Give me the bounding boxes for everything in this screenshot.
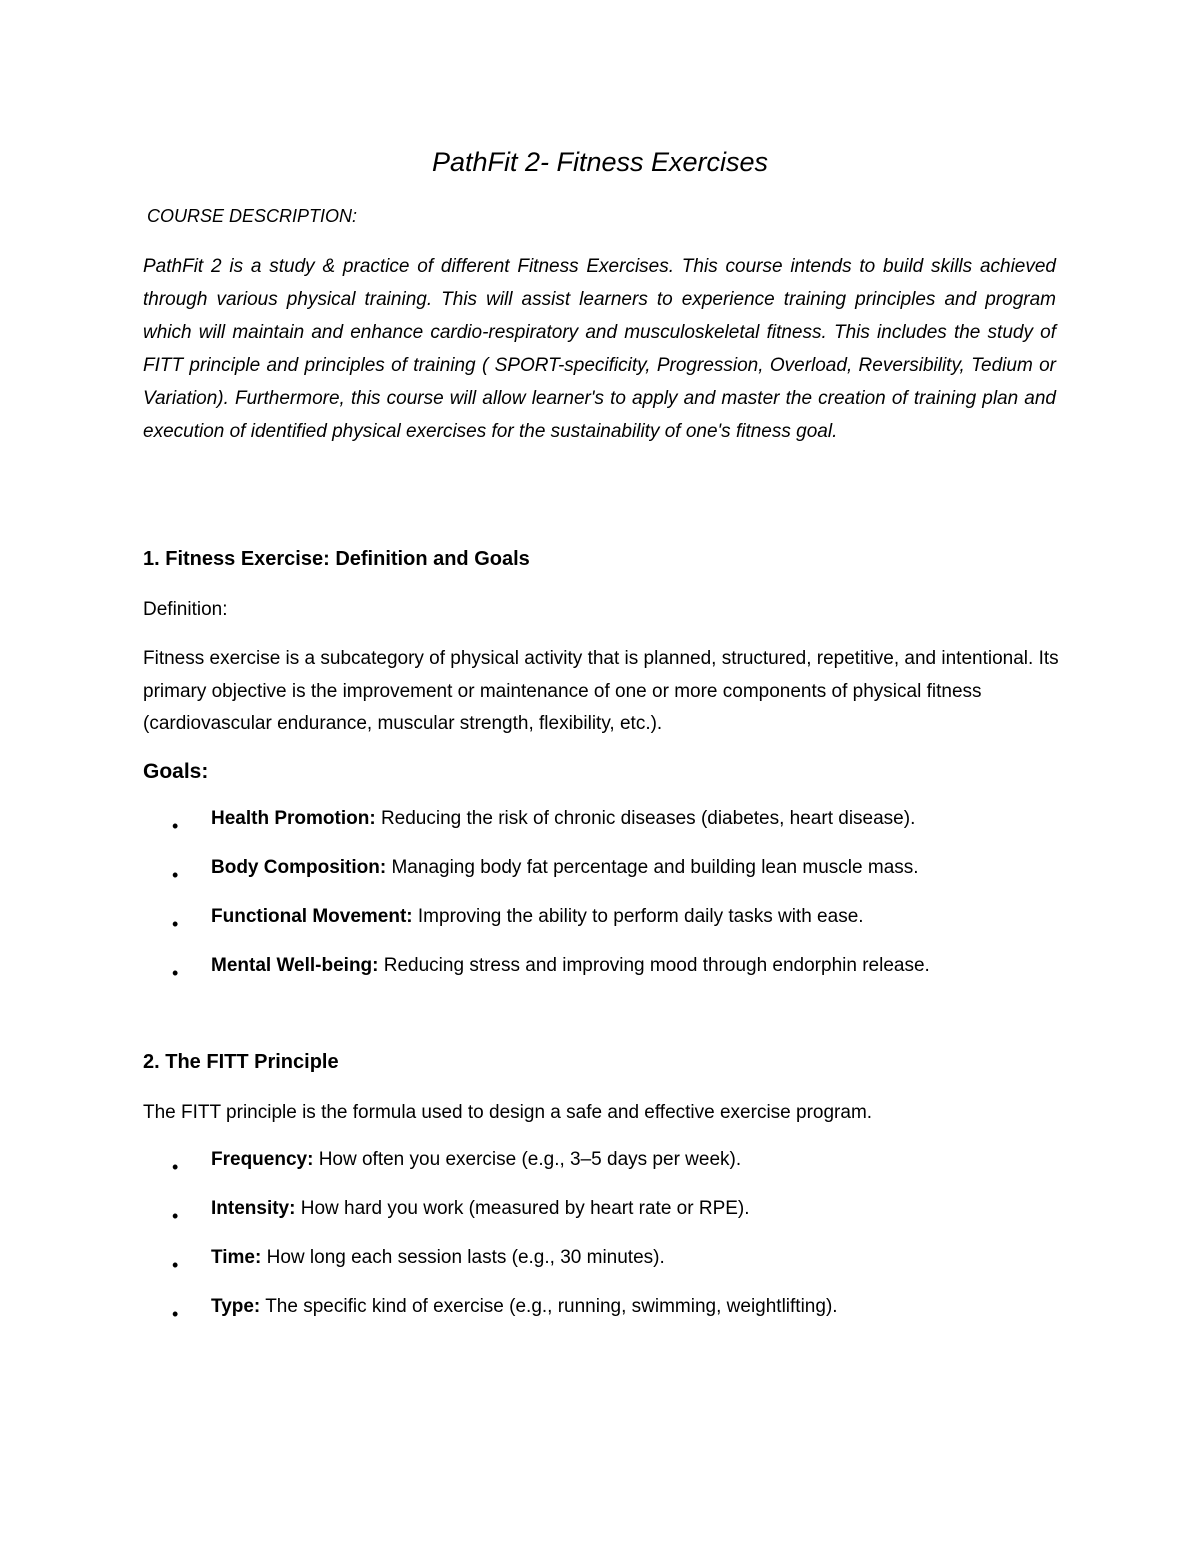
- section-heading-definition-goals: 1. Fitness Exercise: Definition and Goals: [143, 548, 530, 570]
- goal-description: Reducing stress and improving mood through endorphin release.: [378, 955, 930, 976]
- goal-term: Mental Well-being:: [211, 955, 379, 976]
- fitt-text: [211, 1145, 741, 1175]
- goal-description: Reducing the risk of chronic diseases (diabetes, heart disease).: [375, 808, 916, 829]
- goal-description: Improving the ability to perform daily tasks with ease.: [412, 906, 864, 927]
- bullet-icon: •: [172, 963, 179, 983]
- definition-label: Definition:: [143, 599, 228, 620]
- bullet-icon: •: [172, 1304, 179, 1324]
- fitt-term: Time:: [211, 1247, 262, 1268]
- goal-item: [0, 804, 1200, 853]
- bullet-icon: •: [172, 1255, 179, 1275]
- goal-item: [0, 902, 1200, 951]
- fitt-list: [0, 1145, 1200, 1341]
- course-description-text: PathFit 2 is a study & practice of different Fitness Exercises. This course intends to build skills achieved through various physical training. This will assist learners to experience training principles and program which will maintain and enhance cardio-respiratory and musculoskeletal fitness. This includes the study of FITT principle and principles of training ( SPORT-specificity, Progression, Overload, Reversibility, Tedium or Variation). Furthermore, this course will allow learner's to apply and master the creation of training plan and execution of identified physical exercises for the sustainability of one's fitness goal.: [143, 256, 1056, 442]
- fitt-intro-text: The FITT principle is the formula used to design a safe and effective exercise program.: [143, 1102, 873, 1123]
- bullet-icon: •: [172, 1157, 179, 1177]
- goal-term: Functional Movement:: [211, 906, 413, 927]
- section-heading-fitt-principle: 2. The FITT Principle: [143, 1051, 339, 1073]
- fitt-item: [0, 1145, 1200, 1194]
- fitt-description: How long each session lasts (e.g., 30 minutes).: [261, 1247, 665, 1268]
- fitt-item: [0, 1194, 1200, 1243]
- goal-text: [211, 804, 915, 834]
- bullet-icon: •: [172, 1206, 179, 1226]
- goals-list: [0, 804, 1200, 1000]
- bullet-icon: •: [172, 816, 179, 836]
- fitt-text: [211, 1292, 838, 1322]
- goal-description: Managing body fat percentage and building lean muscle mass.: [386, 857, 919, 878]
- goal-text: [211, 853, 919, 883]
- goal-text: [211, 902, 864, 932]
- fitt-item: [0, 1292, 1200, 1341]
- goal-text: [211, 951, 930, 981]
- goal-item: [0, 951, 1200, 1000]
- fitt-text: [211, 1194, 750, 1224]
- goal-term: Body Composition:: [211, 857, 387, 878]
- fitt-description: How hard you work (measured by heart rate or RPE).: [295, 1198, 750, 1219]
- fitt-description: The specific kind of exercise (e.g., running, swimming, weightlifting).: [260, 1296, 838, 1317]
- course-description-label: COURSE DESCRIPTION:: [147, 206, 358, 226]
- fitt-description: How often you exercise (e.g., 3–5 days per week).: [313, 1149, 742, 1170]
- document-title: PathFit 2- Fitness Exercises: [431, 147, 769, 177]
- goal-item: [0, 853, 1200, 902]
- fitt-item: [0, 1243, 1200, 1292]
- fitt-text: [211, 1243, 665, 1273]
- goals-label: Goals:: [143, 760, 209, 783]
- definition-text: Fitness exercise is a subcategory of physical activity that is planned, structured, repetitive, and intentional. Its primary objective is the improvement or maintenance of one or more components of physical fitness (cardiovascular endurance, muscular strength, flexibility, etc.).: [143, 648, 1059, 734]
- goal-term: Health Promotion:: [211, 808, 376, 829]
- fitt-term: Frequency:: [211, 1149, 314, 1170]
- fitt-term: Type:: [211, 1296, 261, 1317]
- bullet-icon: •: [172, 865, 179, 885]
- fitt-term: Intensity:: [211, 1198, 296, 1219]
- bullet-icon: •: [172, 914, 179, 934]
